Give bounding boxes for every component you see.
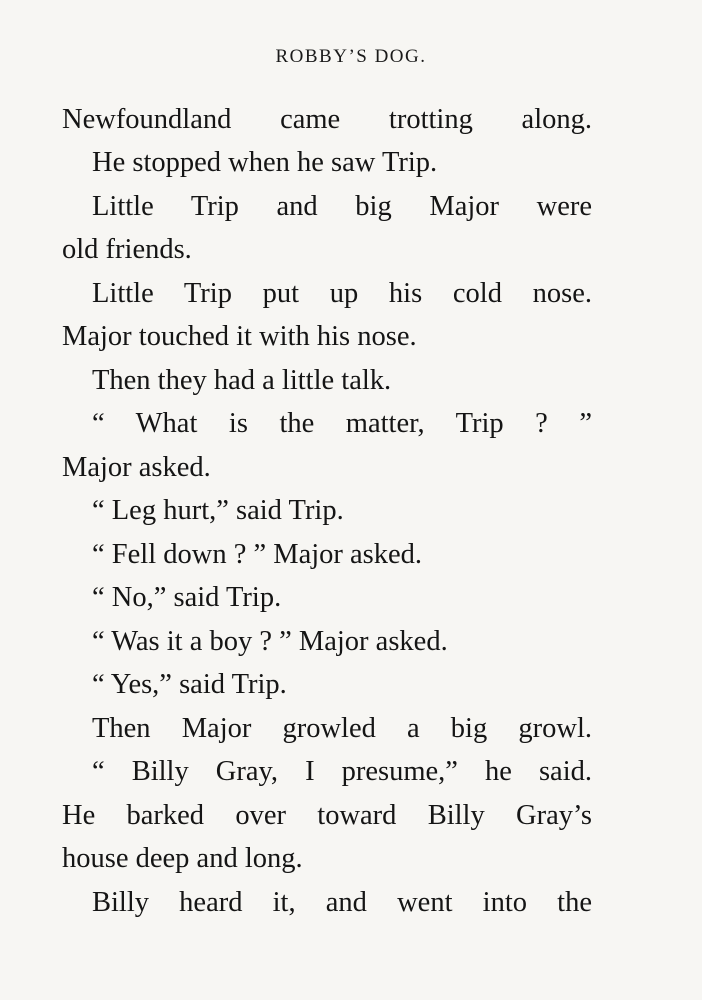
text-line-12: “ No,” said Trip. — [92, 582, 282, 613]
text-line-7: Then they had a little talk. — [92, 365, 392, 396]
text-line-16: “ Billy Gray, I presume,” he said. — [92, 756, 592, 787]
text-line-10: “ Leg hurt,” said Trip. — [92, 495, 344, 526]
text-line-6: Major touched it with his nose. — [62, 321, 417, 352]
text-line-15: Then Major growled a big growl. — [92, 713, 592, 744]
text-line-1: Newfoundland came trotting along. — [62, 104, 592, 135]
text-line-17: He barked over toward Billy Gray’s — [62, 800, 592, 831]
text-line-4: old friends. — [62, 234, 192, 265]
text-line-18: house deep and long. — [62, 843, 303, 874]
text-line-11: “ Fell down ? ” Major asked. — [92, 539, 423, 570]
text-line-13: “ Was it a boy ? ” Major asked. — [92, 626, 448, 657]
text-line-2: He stopped when he saw Trip. — [92, 147, 438, 178]
text-line-8: “ What is the matter, Trip ? ” — [92, 408, 592, 439]
running-head: ROBBY’S DOG. — [275, 46, 427, 67]
text-line-3: Little Trip and big Major were — [92, 191, 592, 222]
text-line-19: Billy heard it, and went into the — [92, 887, 592, 918]
text-line-14: “ Yes,” said Trip. — [92, 669, 287, 700]
text-line-5: Little Trip put up his cold nose. — [92, 278, 592, 309]
text-line-9: Major asked. — [62, 452, 211, 483]
